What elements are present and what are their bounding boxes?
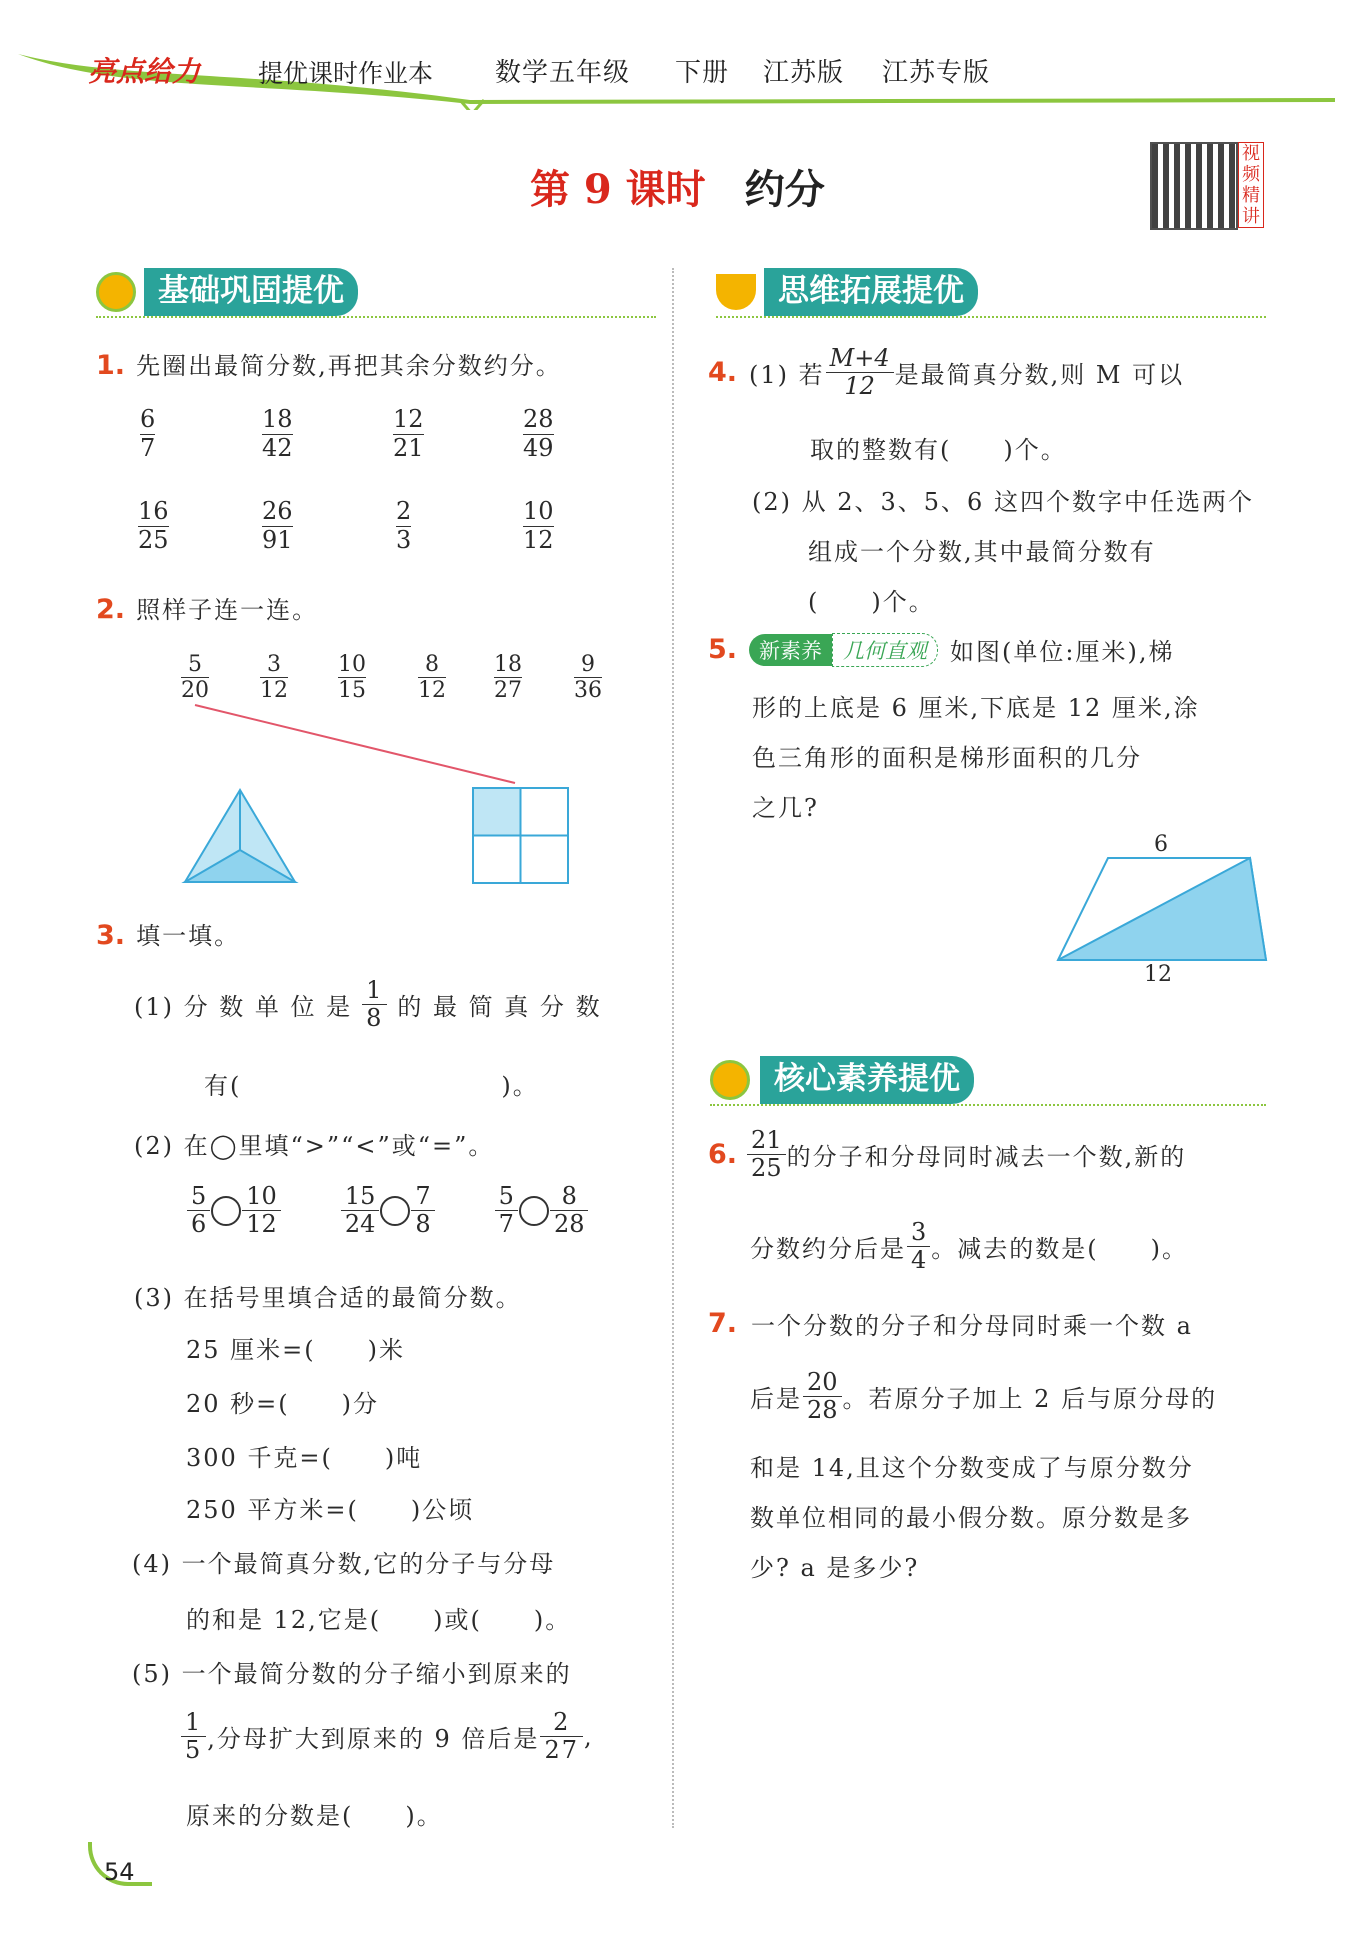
q1-fraction: 10 12: [523, 497, 554, 554]
q3-part4-line1: (4) 一个最简真分数,它的分子与分母: [132, 1550, 556, 1578]
q4-number: 4.: [708, 357, 738, 389]
q6: 6. $\frac{21}{25}$ 的分子和分母同时减去一个数,新的: [708, 1126, 1187, 1183]
q7-line4: 数单位相同的最小假分数。原分数是多: [750, 1504, 1192, 1532]
section-core-rule: [710, 1104, 1266, 1106]
q2-fraction: 9 36: [574, 652, 602, 704]
column-divider: [672, 268, 674, 1828]
q7-line3: 和是 14,且这个分数变成了与原分数分: [750, 1454, 1194, 1482]
header-grade: 数学五年级: [495, 58, 631, 88]
badge-geometry: 几何直观: [832, 633, 938, 667]
q7-number: 7.: [708, 1308, 738, 1339]
section-basic-title: 基础巩固提优: [144, 268, 358, 316]
gear-icon: [96, 272, 136, 312]
q2-fraction: 3 12: [260, 652, 288, 704]
q5-line3: 色三角形的面积是梯形面积的几分: [752, 744, 1142, 772]
lesson-number: 第 9 课时: [530, 166, 706, 213]
compare-circle[interactable]: [211, 1196, 241, 1226]
header-series: 提优课时作业本: [258, 59, 434, 88]
q6-number: 6.: [708, 1139, 738, 1171]
q5: 5. 新素养 几何直观 如图(单位:厘米),梯: [708, 634, 1175, 666]
badge-new-literacy: 新素养: [749, 634, 832, 666]
q1-fraction: 16 25: [138, 497, 169, 554]
q2-text: 照样子连一连。: [136, 596, 319, 624]
q4-part2-line3: ( )个。: [808, 588, 935, 616]
q3-part1-line1: (1) 分 数 单 位 是 $\frac{1}{8}$ 的 最 简 真 分 数: [134, 976, 602, 1033]
q3-part2-text: (2) 在◯里填“>”“<”或“=”。: [134, 1132, 495, 1160]
q1-text: 先圈出最简分数,再把其余分数约分。: [136, 352, 562, 380]
q3-part5-line2: $\frac{1}{5}$ ,分母扩大到原来的 9 倍后是 $\frac{2}{27}$ ,: [180, 1710, 594, 1763]
page-number: 54: [104, 1858, 135, 1886]
qr-code[interactable]: [1150, 142, 1238, 230]
qr-label: 视频精讲: [1238, 142, 1264, 228]
section-thinking-rule: [716, 316, 1266, 318]
q5-line2: 形的上底是 6 厘米,下底是 12 厘米,涂: [752, 694, 1200, 722]
q2: [96, 590, 318, 625]
q1: [96, 346, 562, 381]
compare-circle[interactable]: [380, 1196, 410, 1226]
triangle-figure: [185, 790, 295, 882]
header-volume: 下册: [675, 58, 730, 88]
q4-part2-line2: 组成一个分数,其中最简分数有: [808, 538, 1156, 566]
q1-number: 1.: [96, 350, 126, 381]
section-core-title: 核心素养提优: [760, 1056, 974, 1104]
q2-sample-line: [195, 705, 515, 783]
q3-number: 3.: [96, 920, 126, 951]
q1-fraction: 28 49: [523, 405, 554, 462]
q7-line2: 后是 $\frac{20}{28}$ 。若原分子加上 2 后与原分母的: [750, 1368, 1218, 1425]
q2-fraction: 5 20: [181, 652, 209, 704]
q5-number: 5.: [708, 634, 738, 665]
header-edition: 江苏版: [763, 58, 845, 88]
lesson-topic: 约分: [744, 166, 825, 213]
q1-fraction: 2 3: [396, 497, 412, 554]
q7: 7. 一个分数的分子和分母同时乘一个数 a: [708, 1308, 1193, 1340]
q3-part3-line: 300 千克=( )吨: [186, 1444, 423, 1472]
header-bar: [0, 40, 1350, 110]
q3: [96, 916, 240, 951]
trapezoid-bottom-label: 12: [1144, 962, 1172, 987]
trapezoid-top-label: 6: [1154, 832, 1168, 857]
section-thinking-title: 思维拓展提优: [764, 268, 978, 316]
q3-part4-line2: 的和是 12,它是( )或( )。: [186, 1606, 572, 1634]
q1-fraction: 18 42: [262, 405, 293, 462]
q2-fraction: 8 12: [418, 652, 446, 704]
q4: 4. (1) 若 $\frac{M+4}{12}$ 是最简真分数,则 M 可以: [708, 344, 1185, 401]
q3-part3-line: 250 平方米=( )公顷: [186, 1496, 475, 1524]
q3-part3-text: (3) 在括号里填合适的最简分数。: [134, 1284, 522, 1312]
q4-part2-line1: (2) 从 2、3、5、6 这四个数字中任选两个: [752, 488, 1254, 516]
q2-fraction: 10 15: [338, 652, 366, 704]
trophy-icon: [710, 1060, 750, 1100]
header-brand: 亮点给力: [88, 55, 201, 88]
q3-text: 填一填。: [136, 922, 241, 950]
compare-circle[interactable]: [519, 1196, 549, 1226]
q3-part3-line: 20 秒=( )分: [186, 1390, 380, 1418]
q6-line2: 分数约分后是 $\frac{3}{4}$ 。减去的数是( )。: [750, 1218, 1189, 1275]
q1-fraction: 12 21: [393, 405, 424, 462]
square-figure: [473, 788, 568, 883]
q2-fraction: 18 27: [494, 652, 522, 704]
q3-part5-line1: (5) 一个最简分数的分子缩小到原来的: [132, 1660, 572, 1688]
page-title: [530, 158, 825, 215]
q2-number: 2.: [96, 594, 126, 625]
q3-part3-line: 25 厘米=( )米: [186, 1336, 406, 1364]
header-special: 江苏专版: [882, 58, 991, 88]
q7-line5: 少? a 是多少?: [750, 1554, 920, 1582]
q3-compare-row: $\frac{5}{6}$ $\frac{10}{12}$ $\frac{15}{24}$ $\frac{7}{8}$ $\frac{5}{7}$ $\frac{8}{28}$: [186, 1184, 589, 1237]
q1-fraction: 6 7: [140, 405, 156, 462]
q2-figures: [170, 700, 590, 900]
q3-part1-line2: 有( )。: [204, 1072, 539, 1100]
q1-fraction: 26 91: [262, 497, 293, 554]
q5-line4: 之几?: [752, 794, 819, 822]
q3-part5-line3: 原来的分数是( )。: [186, 1802, 443, 1830]
sprout-icon: [716, 274, 756, 310]
section-basic-rule: [96, 316, 656, 318]
q4-part1-line2: 取的整数有( )个。: [810, 436, 1067, 464]
